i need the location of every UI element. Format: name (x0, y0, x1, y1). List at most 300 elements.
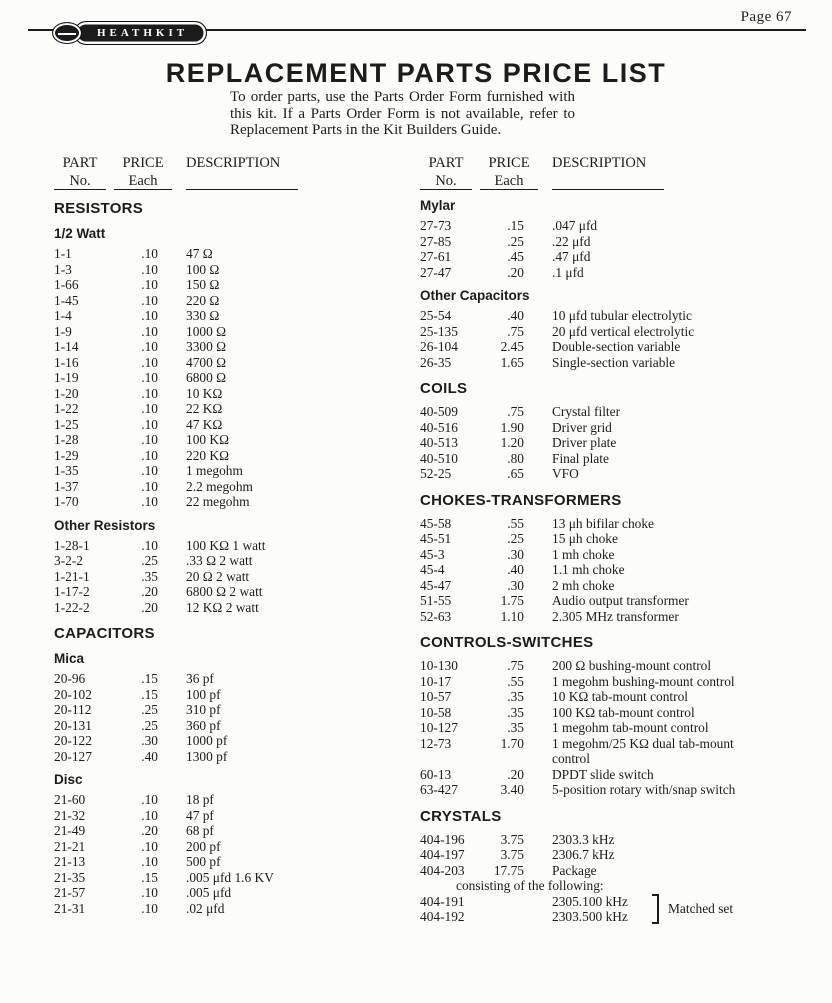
group-subtitle: Other Capacitors (420, 288, 530, 303)
part-description: .047 μfd (552, 218, 598, 233)
part-description: .005 μfd (186, 885, 232, 900)
part-number: 10-127 (420, 720, 458, 735)
price-each: .35 (507, 689, 524, 704)
part-number: 40-510 (420, 450, 458, 466)
part-number: 45-3 (420, 546, 445, 562)
table-row (420, 531, 746, 547)
part-number: 404-191 (420, 893, 465, 909)
price-each: .75 (507, 658, 524, 673)
table-row (54, 687, 386, 703)
part-description: 2305.100 kHz (552, 893, 628, 909)
part-description: 100 Ω (186, 261, 220, 277)
table-row (54, 600, 386, 616)
part-number: 21-32 (54, 807, 86, 823)
price-each: .25 (141, 702, 158, 717)
part-description: 100 KΩ (186, 432, 230, 447)
section-title: CAPACITORS (54, 625, 155, 642)
table-row (420, 609, 746, 625)
part-description: 100 KΩ 1 watt (186, 537, 266, 553)
price-each: .10 (141, 416, 158, 432)
part-number: 21-21 (54, 838, 86, 854)
part-description: 200 Ω bushing-mount control (552, 658, 712, 673)
table-row (420, 339, 746, 355)
price-each: .25 (141, 553, 158, 568)
price-each: .40 (507, 308, 524, 323)
price-each: .10 (141, 792, 158, 807)
group-subtitle: Mica (54, 651, 85, 666)
table-row (54, 839, 386, 855)
table-row (54, 246, 386, 262)
table-row (54, 823, 386, 839)
table-row (420, 308, 746, 324)
price-each: .35 (141, 568, 158, 584)
table-row (54, 339, 386, 355)
price-each: 1.90 (500, 419, 524, 435)
price-each: 1.70 (500, 735, 524, 751)
table-row (420, 658, 746, 674)
matched-set (420, 894, 746, 925)
part-description: 10 KΩ (186, 385, 223, 401)
price-each: .10 (141, 277, 158, 292)
part-description: Double-section variable (552, 339, 681, 354)
table-row (420, 265, 746, 281)
part-description: 360 pf (186, 717, 221, 733)
right-column-body (420, 198, 746, 925)
price-header-label: PRICE (488, 155, 530, 171)
part-description: 150 Ω (186, 277, 220, 292)
table-row (54, 718, 386, 734)
table-row (54, 569, 386, 585)
price-each: .10 (141, 885, 158, 900)
price-header-label: PRICE (122, 155, 164, 171)
table-row (420, 767, 746, 783)
table-row (54, 324, 386, 340)
table-row (54, 370, 386, 386)
part-number: 10-58 (420, 704, 452, 720)
part-number: 21-35 (54, 869, 86, 885)
part-description: 1300 pf (186, 748, 228, 764)
page-title: REPLACEMENT PARTS PRICE LIST (165, 58, 667, 88)
table-row (420, 435, 746, 451)
part-number: 1-29 (54, 447, 79, 463)
section-title: CHOKES-TRANSFORMERS (420, 491, 622, 509)
part-number: 63-427 (420, 782, 458, 797)
part-number: 21-13 (54, 854, 86, 869)
part-description: DPDT slide switch (552, 766, 654, 782)
part-number: 1-35 (54, 463, 79, 478)
table-row (420, 547, 746, 563)
table-row (54, 671, 386, 687)
part-number: 404-197 (420, 847, 465, 862)
price-each: .15 (141, 869, 158, 885)
table-row (420, 451, 746, 467)
price-each: .25 (507, 233, 524, 249)
table-row (54, 584, 386, 600)
part-description: 1 megohm/25 KΩ dual tab-mount control (552, 735, 734, 766)
table-row (54, 792, 386, 808)
price-each: .10 (141, 292, 158, 308)
price-each: .55 (507, 515, 524, 531)
part-number: 26-35 (420, 354, 452, 370)
table-row (54, 494, 386, 510)
table-row (54, 308, 386, 324)
part-description: 1.1 mh choke (552, 562, 625, 577)
part-number: 52-25 (420, 466, 452, 481)
part-number: 1-21-1 (54, 568, 90, 584)
part-description: .02 μfd (186, 900, 225, 916)
part-description: 13 μh bifilar choke (552, 515, 654, 531)
price-each: .10 (141, 261, 158, 277)
table-header-right (420, 156, 746, 190)
left-column-body (54, 200, 386, 916)
part-number: 1-25 (54, 416, 79, 432)
table-row (420, 218, 746, 234)
table-row (54, 553, 386, 569)
part-number: 1-9 (54, 323, 72, 339)
part-description: 100 pf (186, 686, 221, 702)
table-row (420, 516, 746, 532)
part-description: .005 μfd 1.6 KV (186, 869, 274, 885)
group-subtitle: Disc (54, 772, 83, 787)
table-row (420, 832, 746, 848)
part-description: Driver plate (552, 435, 617, 450)
heathkit-logo-pill (74, 21, 207, 45)
part-description: 2303.500 kHz (552, 909, 628, 924)
table-row (420, 782, 746, 798)
price-each: .35 (507, 704, 524, 720)
table-row (420, 705, 746, 721)
table-row (420, 593, 746, 609)
part-description: 100 KΩ tab-mount control (552, 704, 695, 720)
price-each: .10 (141, 838, 158, 854)
part-number: 40-513 (420, 435, 458, 450)
part-number: 52-63 (420, 608, 452, 624)
price-each: .80 (507, 450, 524, 466)
part-number: 26-104 (420, 339, 458, 354)
part-description: 47 Ω (186, 246, 213, 261)
heathkit-logo-text: HEATHKIT (97, 27, 189, 39)
part-description: 10 μfd tubular electrolytic (552, 308, 692, 323)
table-row (420, 909, 650, 925)
part-description: 4700 Ω (186, 354, 227, 370)
table-row (54, 733, 386, 749)
part-number: 404-192 (420, 909, 465, 924)
part-description: 15 μh choke (552, 531, 618, 546)
part-number: 1-37 (54, 478, 79, 494)
part-description: 2.305 MHz transformer (552, 608, 679, 624)
part-description: 1 megohm (186, 463, 243, 478)
table-row (420, 720, 746, 736)
table-row (54, 901, 386, 917)
part-number: 1-66 (54, 277, 79, 292)
part-description: Audio output transformer (552, 593, 689, 608)
table-row (54, 277, 386, 293)
section-title: CRYSTALS (420, 807, 502, 825)
price-each: .20 (141, 599, 158, 615)
price-each: .10 (141, 339, 158, 354)
part-description: .22 μfd (552, 233, 591, 249)
table-row (54, 355, 386, 371)
group-subtitle: Mylar (420, 198, 456, 213)
price-each: .10 (141, 478, 158, 494)
price-each: .65 (507, 466, 524, 481)
part-description: 1 megohm bushing-mount control (552, 673, 735, 689)
table-row (54, 401, 386, 417)
part-description: 1000 pf (186, 733, 228, 748)
part-description: 2306.7 kHz (552, 847, 615, 862)
price-each: 17.75 (493, 862, 524, 878)
part-description: 200 pf (186, 838, 221, 854)
price-each: .10 (141, 432, 158, 447)
price-each: .30 (507, 577, 524, 593)
price-each: .15 (141, 671, 158, 686)
part-number: 1-22 (54, 401, 79, 416)
part-number: 45-4 (420, 562, 445, 577)
table-row (54, 870, 386, 886)
table-row (420, 689, 746, 705)
part-number: 27-73 (420, 218, 452, 233)
table-row (54, 262, 386, 278)
part-description: 68 pf (186, 823, 214, 838)
section-title: COILS (420, 380, 468, 397)
table-header-left (54, 156, 386, 190)
price-each: .20 (507, 264, 524, 280)
part-description: Crystal filter (552, 404, 621, 419)
price-column-header (480, 156, 538, 190)
price-each: .10 (141, 246, 158, 261)
table-row (420, 234, 746, 250)
part-number: 1-45 (54, 292, 79, 308)
price-each: .20 (141, 823, 158, 838)
part-number: 1-16 (54, 354, 79, 370)
price-each: .10 (141, 447, 158, 463)
price-each: .15 (507, 218, 524, 233)
price-each: 1.75 (500, 593, 524, 608)
part-number: 10-57 (420, 689, 452, 704)
price-each: .75 (507, 323, 524, 339)
part-description: 1 megohm tab-mount control (552, 720, 709, 735)
part-number: 404-196 (420, 831, 465, 847)
part-number: 40-516 (420, 419, 458, 435)
part-description: 20 Ω 2 watt (186, 568, 250, 584)
part-description: .33 Ω 2 watt (186, 553, 253, 568)
part-number: 27-61 (420, 249, 452, 264)
part-description: .1 μfd (552, 264, 584, 280)
price-each: .35 (507, 720, 524, 735)
matched-set-label: Matched set (668, 901, 734, 916)
price-each: 3.75 (500, 831, 524, 847)
table-row (420, 404, 746, 420)
table-row (420, 249, 746, 265)
table-row (54, 702, 386, 718)
part-number: 404-203 (420, 862, 465, 878)
note-row: consisting of the following: (456, 878, 604, 893)
table-row (54, 885, 386, 901)
part-description: 220 Ω (186, 292, 220, 308)
price-each: .10 (141, 323, 158, 339)
part-description: Driver grid (552, 419, 612, 435)
matched-set-rows (420, 894, 650, 925)
part-description: 20 μfd vertical electrolytic (552, 323, 695, 339)
price-each: .30 (507, 546, 524, 562)
part-description: 2303.3 kHz (552, 831, 615, 847)
part-number: 1-22-2 (54, 599, 90, 615)
part-number: 1-20 (54, 385, 79, 401)
description-header-label: DESCRIPTION (186, 155, 281, 171)
price-each: .55 (507, 673, 524, 689)
part-description: VFO (552, 466, 579, 481)
price-each: .40 (141, 748, 158, 764)
part-number: 21-49 (54, 823, 86, 838)
part-number: 10-130 (420, 658, 458, 673)
section-title: RESISTORS (54, 200, 144, 217)
price-each (482, 894, 524, 910)
price-each: .10 (141, 401, 158, 416)
price-each: .10 (141, 854, 158, 869)
part-column-header (420, 156, 472, 190)
price-each: .10 (141, 308, 158, 323)
part-number: 10-17 (420, 673, 452, 689)
part-number: 20-122 (54, 733, 92, 748)
price-each: .45 (507, 249, 524, 264)
table-row (420, 847, 746, 863)
part-description: 1 mh choke (552, 546, 615, 562)
right-column (420, 156, 746, 925)
bracket-icon (652, 894, 659, 924)
description-header-label: DESCRIPTION (552, 155, 647, 171)
part-description: 12 KΩ 2 watt (186, 599, 259, 615)
table-row (420, 562, 746, 578)
price-each: .10 (141, 900, 158, 916)
table-row (54, 432, 386, 448)
part-description: 36 pf (186, 671, 214, 686)
price-each: 1.20 (500, 435, 524, 450)
price-each: .10 (141, 370, 158, 385)
table-row (420, 578, 746, 594)
part-number: 21-57 (54, 885, 86, 900)
price-each: .75 (507, 404, 524, 419)
part-number: 25-135 (420, 323, 458, 339)
table-row (54, 854, 386, 870)
price-each: .40 (507, 562, 524, 577)
table-row (54, 293, 386, 309)
part-number: 1-1 (54, 246, 72, 261)
price-each (482, 909, 524, 925)
price-each: .10 (141, 385, 158, 401)
page-number: Page 67 (740, 9, 792, 25)
part-header-sublabel: No. (69, 173, 91, 189)
part-description: 330 Ω (186, 308, 220, 323)
group-subtitle: 1/2 Watt (54, 226, 106, 241)
part-description: 10 KΩ tab-mount control (552, 689, 689, 704)
price-each: 3.40 (500, 782, 524, 797)
table-row (420, 736, 746, 767)
price-each: .15 (141, 686, 158, 702)
price-each: .20 (141, 584, 158, 599)
part-number: 1-28 (54, 432, 79, 447)
part-description: 22 megohm (186, 494, 250, 509)
table-row (420, 674, 746, 690)
price-each: .10 (141, 463, 158, 478)
table-row (54, 749, 386, 765)
part-number: 51-55 (420, 593, 452, 608)
heathkit-logo (52, 21, 207, 45)
part-number: 1-17-2 (54, 584, 90, 599)
price-each: .30 (141, 733, 158, 748)
part-header-sublabel: No. (435, 173, 457, 189)
part-number: 1-19 (54, 370, 79, 385)
part-description: 500 pf (186, 854, 221, 869)
part-number: 20-96 (54, 671, 86, 686)
part-number: 20-131 (54, 717, 92, 733)
part-number: 27-85 (420, 233, 452, 249)
price-each: .10 (141, 537, 158, 553)
price-each: .20 (507, 766, 524, 782)
table-row (54, 808, 386, 824)
table-row (420, 863, 746, 879)
part-number: 21-31 (54, 900, 86, 916)
table-row (54, 386, 386, 402)
part-description: 22 KΩ (186, 401, 223, 416)
price-column-header (114, 156, 172, 190)
part-number: 20-112 (54, 702, 92, 717)
table-row (54, 479, 386, 495)
table-row (54, 463, 386, 479)
price-header-sublabel: Each (128, 173, 158, 189)
part-description: Final plate (552, 450, 609, 466)
part-number: 1-70 (54, 494, 79, 509)
part-number: 1-3 (54, 261, 72, 277)
part-number: 1-28-1 (54, 537, 90, 553)
table-row (54, 448, 386, 464)
part-description: 2 mh choke (552, 577, 615, 593)
part-description: 47 KΩ (186, 416, 223, 432)
part-description: 1000 Ω (186, 323, 227, 339)
part-number: 25-54 (420, 308, 452, 323)
intro-paragraph: To order parts, use the Parts Order Form furnished with this kit. If a Parts Order Form is not available, refer to Replacement Parts in the Kit Builders Guide. (230, 89, 575, 138)
price-each: .10 (141, 354, 158, 370)
left-column (54, 156, 386, 916)
part-number: 20-127 (54, 748, 92, 764)
table-row (54, 538, 386, 554)
part-number: 45-51 (420, 531, 452, 546)
part-number: 21-60 (54, 792, 86, 807)
part-number: 20-102 (54, 686, 92, 702)
part-header-label: PART (62, 155, 98, 171)
part-number: 1-14 (54, 339, 79, 354)
price-each: .25 (507, 531, 524, 546)
part-description: 3300 Ω (186, 339, 227, 354)
part-description: 2.2 megohm (186, 478, 253, 494)
part-header-label: PART (428, 155, 464, 171)
part-description: 5-position rotary with/snap switch (552, 782, 736, 797)
part-description: 6800 Ω 2 watt (186, 584, 263, 599)
price-each: 1.10 (500, 608, 524, 624)
price-header-sublabel: Each (494, 173, 524, 189)
table-row (420, 324, 746, 340)
heathkit-emblem-icon (52, 22, 82, 44)
price-each: .25 (141, 717, 158, 733)
part-number: 45-47 (420, 577, 452, 593)
group-subtitle: Other Resistors (54, 517, 156, 533)
table-row (420, 894, 650, 910)
part-description: Single-section variable (552, 354, 676, 370)
part-description: 18 pf (186, 792, 214, 807)
part-number: 45-58 (420, 515, 452, 531)
part-description: 220 KΩ (186, 447, 230, 463)
table-row (420, 466, 746, 482)
table-row (420, 355, 746, 371)
